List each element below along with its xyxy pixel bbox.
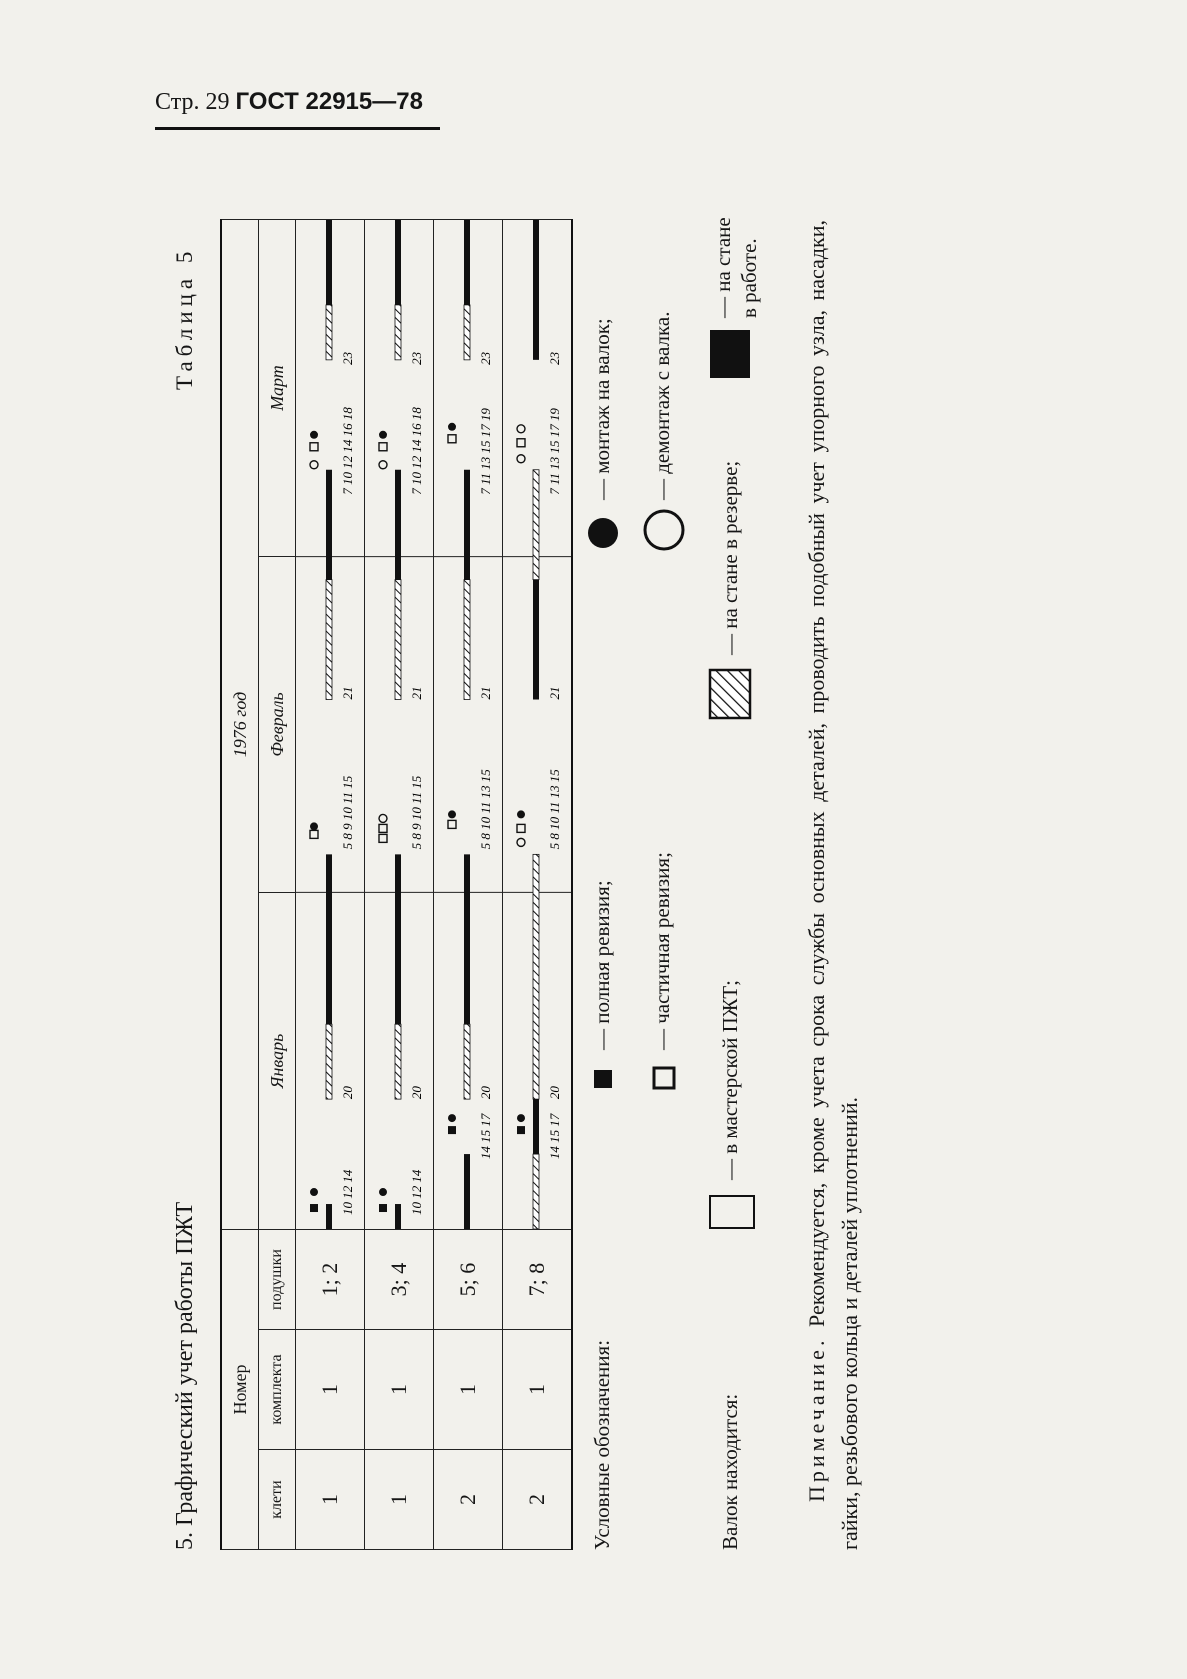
days-february: 5 8 9 10 11 15: [408, 775, 425, 850]
timeline-bar-black: [395, 220, 401, 305]
timeline-chart: [365, 220, 433, 1229]
header-month-mar: Март: [259, 219, 296, 556]
timeline-bar-black: [326, 854, 332, 1024]
header-number: Номер: [221, 1230, 259, 1550]
legend-item-full-revision: — полная ревизия;: [590, 880, 614, 1050]
end-day-february: 21: [546, 686, 563, 700]
timeline-bar-black: [464, 1154, 470, 1229]
set-cell: 1: [503, 1330, 573, 1450]
end-day-february: 21: [477, 686, 494, 700]
timeline-bar-hatched: [395, 580, 401, 700]
mount-mark: [310, 822, 318, 830]
end-day-march: 23: [546, 351, 563, 365]
stand-cell: 2: [434, 1450, 503, 1550]
days-february: 5 8 10 11 13 15: [477, 769, 494, 850]
mount-mark: [517, 1114, 525, 1122]
header-set: комплекта: [259, 1330, 296, 1450]
timeline-bar-black: [464, 470, 470, 580]
partial-revision-mark: [448, 435, 456, 443]
table-row: [365, 219, 434, 1549]
days-january: 10 12 14: [408, 1169, 425, 1216]
mount-mark: [310, 1188, 318, 1196]
timeline-bar-hatched: [464, 580, 470, 700]
legend-item-mount: — монтаж на валок;: [590, 318, 614, 500]
timeline-chart: [434, 220, 502, 1229]
set-cell: 1: [434, 1330, 503, 1450]
timeline-bar-black: [326, 1204, 332, 1229]
dismount-mark: [517, 455, 525, 463]
timeline-bar-black: [533, 1099, 539, 1154]
end-day-march: 23: [477, 351, 494, 365]
legend-item-dismount: — демонтаж с валка.: [650, 311, 674, 500]
timeline-bar-black: [533, 220, 539, 360]
partial-revision-mark: [517, 439, 525, 447]
table-label: Таблица 5: [172, 246, 197, 390]
days-january: 14 15 17: [546, 1113, 563, 1160]
header-year: 1976 год: [221, 219, 259, 1229]
timeline-bar-black: [533, 580, 539, 700]
days-january: 14 15 17: [477, 1113, 494, 1160]
days-march: 7 10 12 14 16 18: [339, 407, 356, 495]
timeline-bar-hatched: [533, 854, 539, 1099]
chock-cell: 3; 4: [365, 1230, 434, 1330]
dismount-mark: [379, 461, 387, 469]
timeline-bar-black: [395, 854, 401, 1024]
partial-revision-mark: [517, 824, 525, 832]
days-february: 5 8 9 10 11 15: [339, 775, 356, 850]
timeline-bar-hatched: [326, 1024, 332, 1099]
mount-mark: [310, 431, 318, 439]
set-cell: 1: [296, 1330, 365, 1450]
legend-location-reserve: — на стане в резерве;: [718, 460, 742, 655]
mount-mark: [448, 810, 456, 818]
dismount-mark: [517, 838, 525, 846]
legend-location-title: Валок находится:: [718, 1393, 742, 1550]
pzht-record-table: [220, 219, 573, 1550]
header-stand: клети: [259, 1450, 296, 1550]
page-number: Стр. 29: [155, 89, 230, 115]
end-day-january: 20: [477, 1086, 494, 1100]
chock-cell: 1; 2: [296, 1230, 365, 1330]
section-title: 5. Графический учет работы ПЖТ: [172, 1201, 198, 1550]
days-february: 5 8 10 11 13 15: [546, 769, 563, 850]
end-day-march: 23: [339, 351, 356, 365]
partial-revision-mark: [379, 443, 387, 451]
timeline-cell: [296, 219, 365, 1229]
timeline-cell: [434, 219, 503, 1229]
header-month-feb: Февраль: [259, 557, 296, 893]
table-row: [503, 219, 573, 1549]
days-march: 7 10 12 14 16 18: [408, 407, 425, 495]
end-day-february: 21: [408, 686, 425, 700]
header-chock: подушки: [259, 1230, 296, 1330]
filled-circle-icon: [586, 516, 620, 550]
black-rectangle-icon: [708, 328, 752, 380]
days-january: 10 12 14: [339, 1169, 356, 1216]
full-revision-mark: [517, 1126, 525, 1134]
timeline-bar-black: [395, 1204, 401, 1229]
note: [800, 220, 866, 1550]
table-row: [434, 219, 503, 1549]
timeline-bar-hatched: [533, 1154, 539, 1229]
end-day-january: 20: [546, 1086, 563, 1100]
note-text: Рекомендуется, кроме учета срока службы основных деталей, проводить подобный учет упорного узла, насадки, гайки, резьбового кольца и деталей уплотнений.: [804, 220, 862, 1550]
mount-mark: [448, 423, 456, 431]
standard-number: ГОСТ 22915—78: [235, 88, 423, 115]
stand-cell: 1: [296, 1450, 365, 1550]
days-march: 7 11 13 15 17 19: [546, 408, 563, 495]
table-row: [296, 219, 365, 1549]
timeline-bar-black: [326, 470, 332, 580]
partial-revision-mark: [310, 830, 318, 838]
partial-revision-mark: [448, 820, 456, 828]
open-square-icon: [652, 1066, 676, 1090]
full-revision-mark: [379, 1204, 387, 1212]
timeline-bar-hatched: [464, 305, 470, 360]
partial-revision-mark: [379, 824, 387, 832]
timeline-bar-black: [464, 854, 470, 1024]
rotated-page-content: [150, 190, 910, 1550]
full-revision-mark: [310, 1204, 318, 1212]
timeline-chart: [503, 220, 571, 1229]
timeline-bar-black: [395, 470, 401, 580]
timeline-bar-hatched: [533, 470, 539, 580]
mount-mark: [379, 1188, 387, 1196]
stand-cell: 1: [365, 1450, 434, 1550]
end-day-march: 23: [408, 351, 425, 365]
open-circle-icon: [642, 508, 686, 552]
dismount-mark: [517, 425, 525, 433]
stand-cell: 2: [503, 1450, 573, 1550]
full-revision-mark: [448, 1126, 456, 1134]
timeline-bar-hatched: [395, 305, 401, 360]
dismount-mark: [310, 461, 318, 469]
legend-location-workshop: — в мастерской ПЖТ;: [718, 980, 742, 1180]
timeline-bar-black: [464, 220, 470, 305]
filled-square-icon: [592, 1068, 614, 1090]
dismount-mark: [379, 814, 387, 822]
chock-cell: 5; 6: [434, 1230, 503, 1330]
timeline-bar-black: [326, 220, 332, 305]
timeline-cell: [503, 219, 573, 1229]
mount-mark: [379, 431, 387, 439]
timeline-cell: [365, 219, 434, 1229]
hatched-rectangle-icon: [708, 668, 752, 720]
timeline-bar-hatched: [326, 305, 332, 360]
page-header: [155, 88, 423, 116]
mount-mark: [517, 810, 525, 818]
days-march: 7 11 13 15 17 19: [477, 408, 494, 495]
legend-item-partial-revision: — частичная ревизия;: [650, 852, 674, 1050]
set-cell: 1: [365, 1330, 434, 1450]
chock-cell: 7; 8: [503, 1230, 573, 1330]
end-day-january: 20: [408, 1086, 425, 1100]
legend: [590, 210, 790, 1550]
header-month-jan: Январь: [259, 893, 296, 1230]
mount-mark: [448, 1114, 456, 1122]
note-label: Примечание.: [804, 1336, 829, 1502]
open-rectangle-icon: [708, 1194, 756, 1230]
legend-location-work: — на стане в работе.: [711, 217, 761, 318]
timeline-bar-hatched: [464, 1024, 470, 1099]
timeline-bar-hatched: [326, 580, 332, 700]
timeline-bar-hatched: [395, 1024, 401, 1099]
partial-revision-mark: [379, 834, 387, 842]
header-rule: [155, 127, 440, 130]
end-day-february: 21: [339, 686, 356, 700]
legend-title: Условные обозначения:: [590, 1339, 614, 1550]
end-day-january: 20: [339, 1086, 356, 1100]
timeline-chart: [296, 220, 364, 1229]
partial-revision-mark: [310, 443, 318, 451]
